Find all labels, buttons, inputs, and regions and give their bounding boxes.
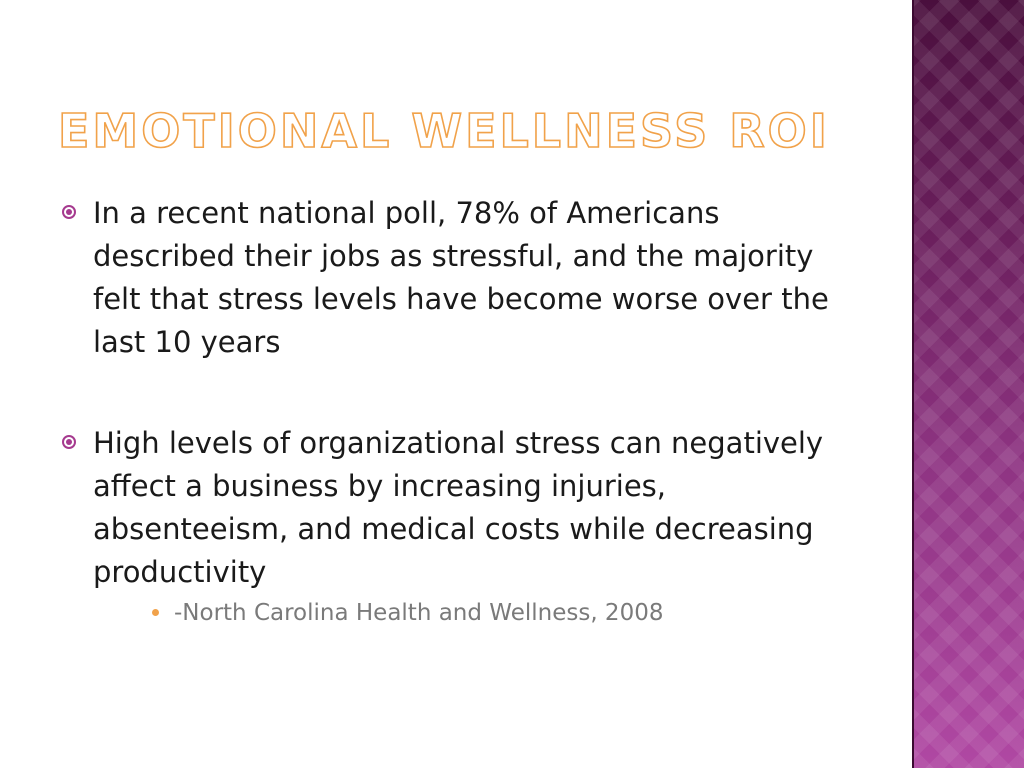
bullet-text: In a recent national poll, 78% of Americans described their jobs as stressful, and the majority felt that stress levels have become worse over the last 10 years [93,196,829,359]
bullet-item [60,422,860,594]
circle-dot-bullet-icon [62,435,76,449]
bullet-text: High levels of organizational stress can negatively affect a business by increasing injuries, absenteeism, and medical costs while decreasing productivity [93,426,824,589]
bullet-item [60,192,860,364]
sub-bullet-item [152,596,860,630]
dot-bullet-icon [152,609,159,616]
circle-dot-bullet-icon [62,205,76,219]
decorative-side-band [912,0,1024,768]
slide-content [60,192,860,630]
source-citation: -North Carolina Health and Wellness, 2008 [174,600,664,626]
slide-title: EMOTIONAL WELLNESS ROI [58,104,830,158]
